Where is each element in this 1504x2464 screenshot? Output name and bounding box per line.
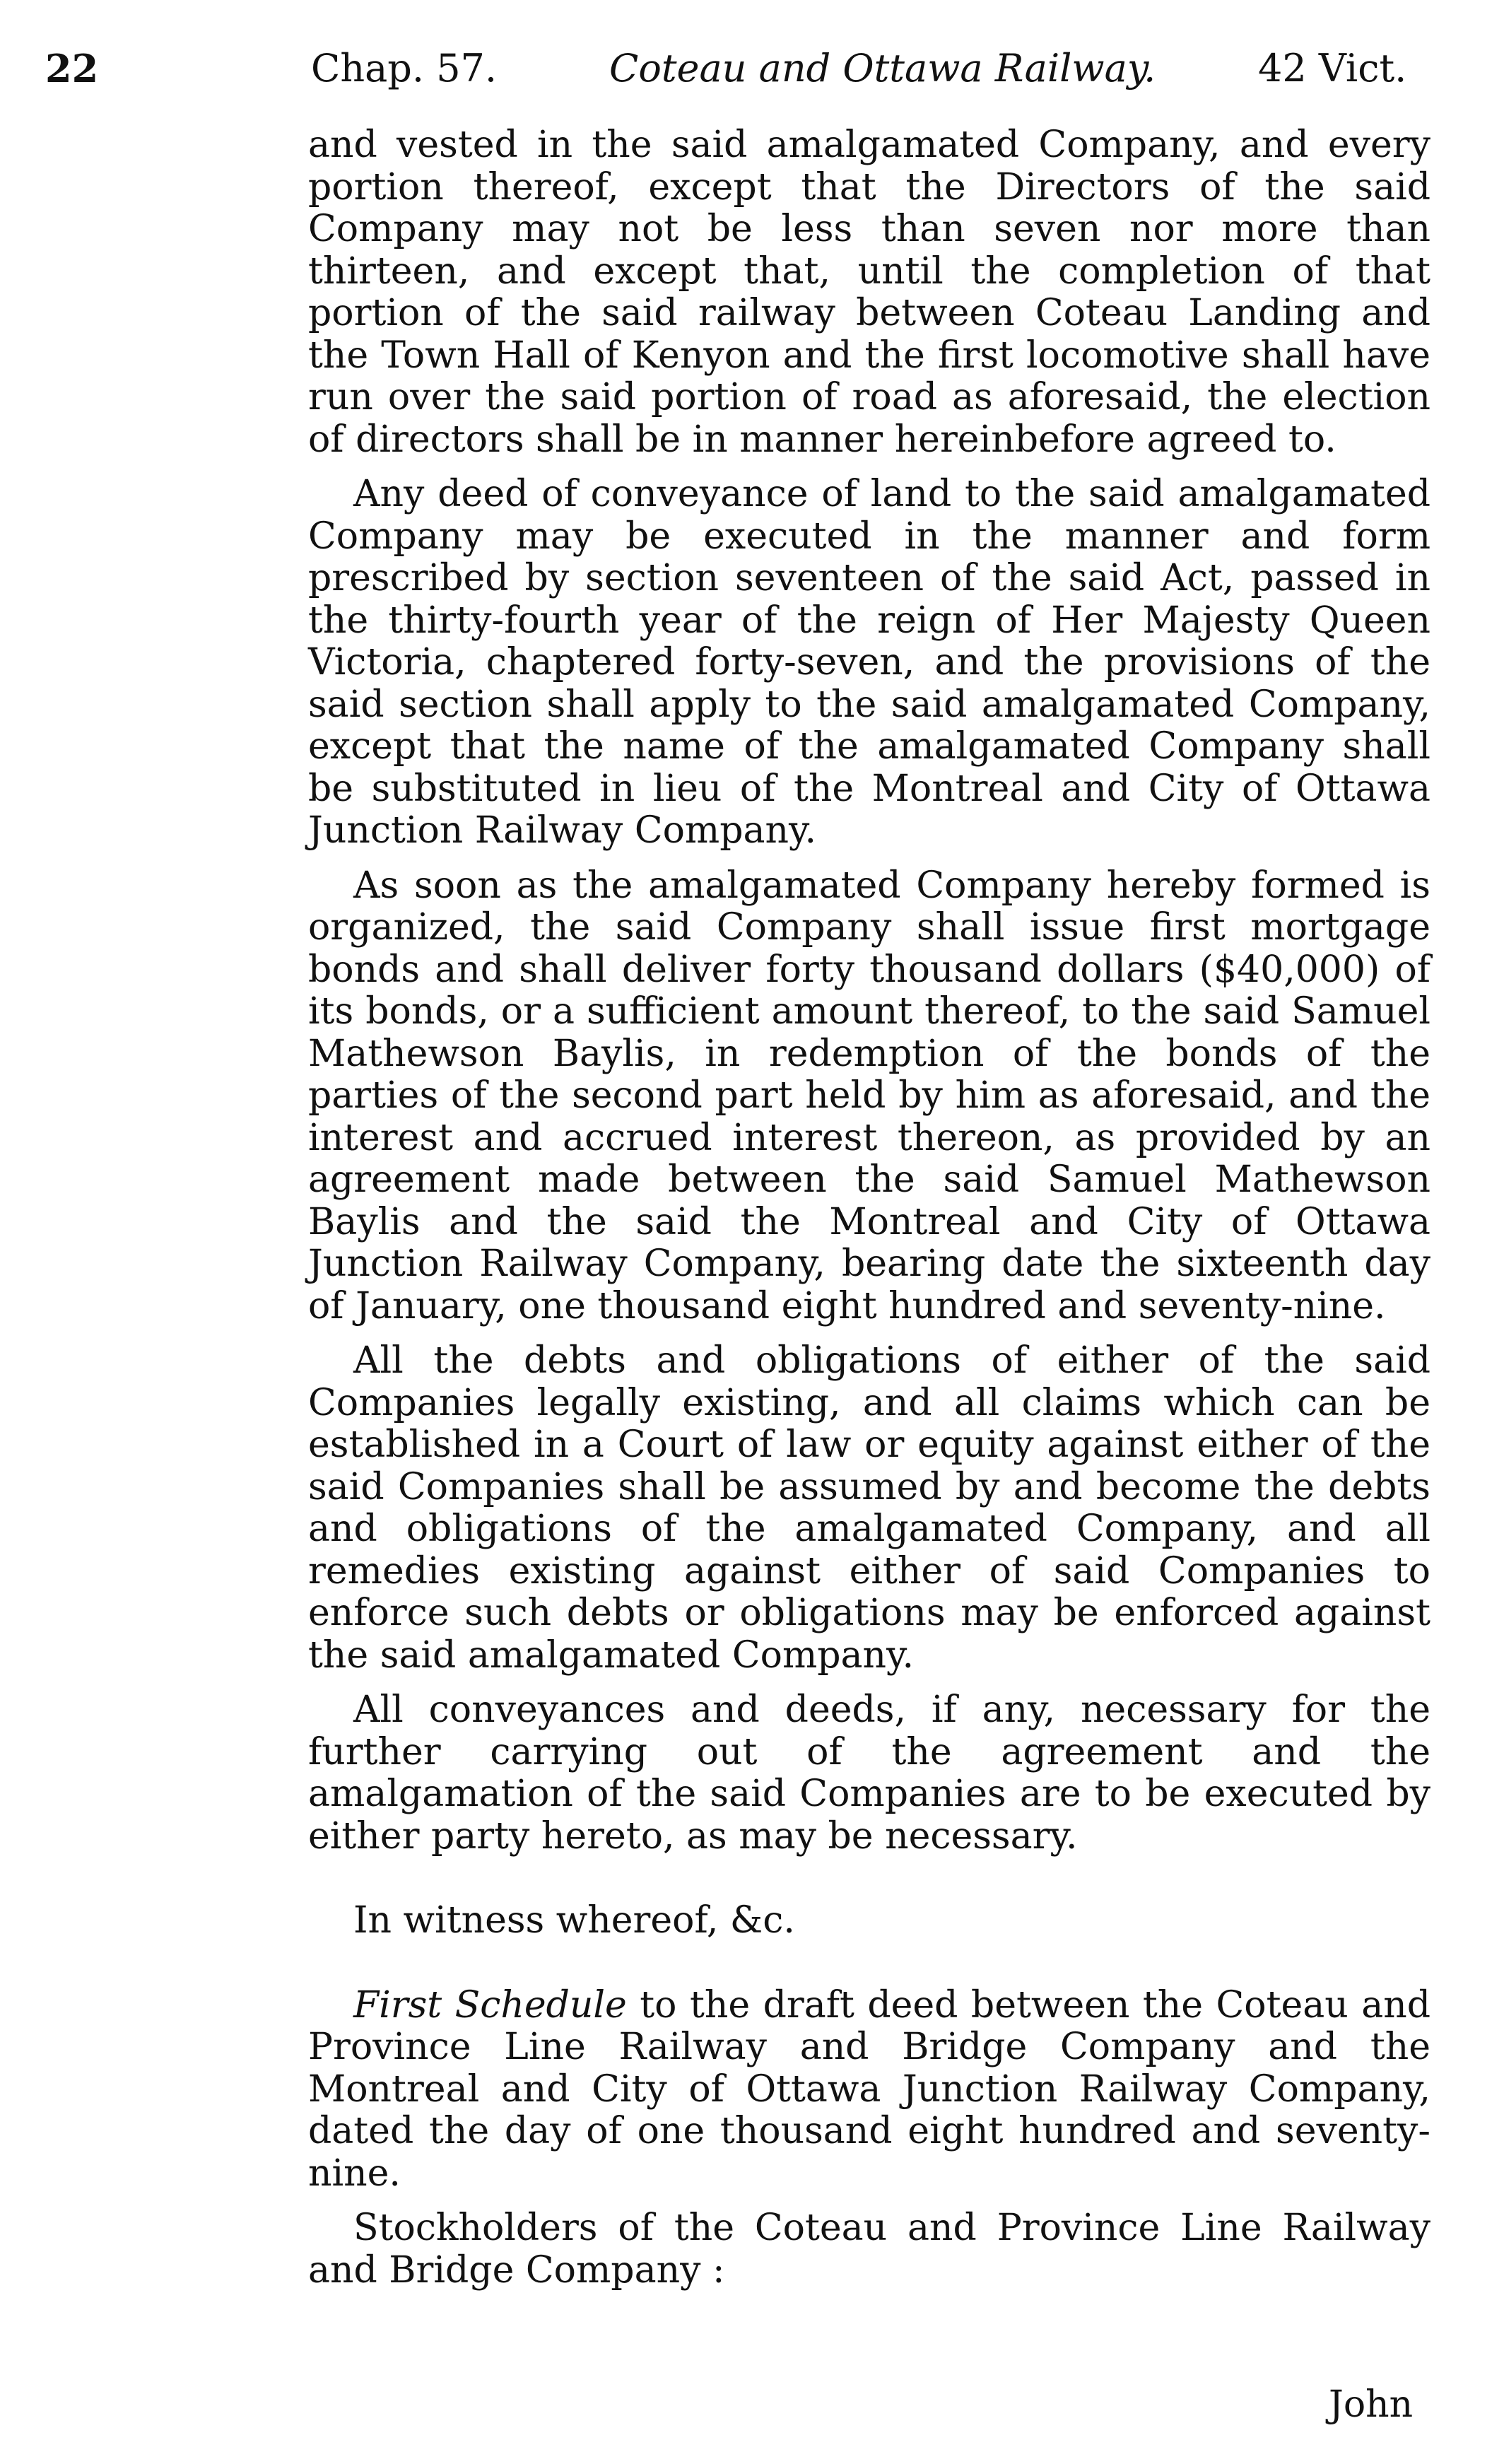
paragraph-in-witness: In witness whereof, &c. [353, 1899, 795, 1942]
paragraph-first-schedule [308, 1985, 1430, 2195]
body-text [308, 124, 1430, 2304]
paragraph-stockholders: Stockholders of the Coteau and Province Line Railway and Bridge Company : [308, 2207, 1430, 2292]
paragraph-continuation: and vested in the said amalgamated Company, and every portion thereof, except that the Directors of the said Company may not be less than seven nor more than thirteen, and except that, until the completion of that portion of the said railway between Coteau Landing and the Town Hall of Kenyon and the first locomotive shall have run over the said portion of road as aforesaid, the election of directors shall be in manner hereinbefore agreed to. [308, 124, 1430, 461]
running-title: Coteau and Ottawa Railway. [609, 46, 1156, 90]
running-header [0, 37, 1504, 100]
paragraph-conveyances: All conveyances and deeds, if any, necessary for the further carrying out of the agreement and the amalgamation of the said Companies are to be executed by either party hereto, as may be necessary. [308, 1689, 1430, 1858]
chapter-number: Chap. 57. [311, 46, 498, 90]
paragraph-debts-obligations: All the debts and obligations of either of the said Companies legally existing, and all claims which can be established in a Court of law or equity against either of the said Companies shall be assumed by and become the debts and obligations of the amalgamated Company, and all remedies existing against either of said Companies to enforce such debts or obligations may be enforced against the said amalgamated Company. [308, 1339, 1430, 1677]
paragraph-mortgage-bonds: As soon as the amalgamated Company hereby formed is organized, the said Company shall issue first mortgage bonds and shall deliver forty thousand dollars ($40,000) of its bonds, or a sufficient amount thereof, to the said Samuel Mathewson Baylis, in redemption of the bonds of the parties of the second part held by him as aforesaid, and the interest and accrued interest thereon, as provided by an agreement made between the said Samuel Mathewson Baylis and the said the Montreal and City of Ottawa Junction Railway Company, bearing date the sixteenth day of January, one thousand eight hundred and seventy-nine. [308, 864, 1430, 1327]
catchword: John [1329, 2383, 1414, 2426]
page-number: 22 [45, 46, 99, 91]
first-schedule-heading: First Schedule [353, 1983, 627, 2026]
first-schedule-text: to the draft deed between the Coteau and Province Line Railway and Bridge Company and the Montreal and City of Ottawa Junction Railway Company, dated the day of one thousand eight hundred and seventy-nine. [308, 1983, 1430, 2195]
regnal-year: 42 Vict. [1258, 46, 1407, 90]
paragraph-deed-of-conveyance: Any deed of conveyance of land to the said amalgamated Company may be executed in the manner and form prescribed by section seventeen of the said Act, passed in the thirty-fourth year of the reign of Her Majesty Queen Victoria, chaptered forty-seven, and the provisions of the said section shall apply to the said amalgamated Company, except that the name of the amalgamated Company shall be substituted in lieu of the Montreal and City of Ottawa Junction Railway Company. [308, 473, 1430, 852]
